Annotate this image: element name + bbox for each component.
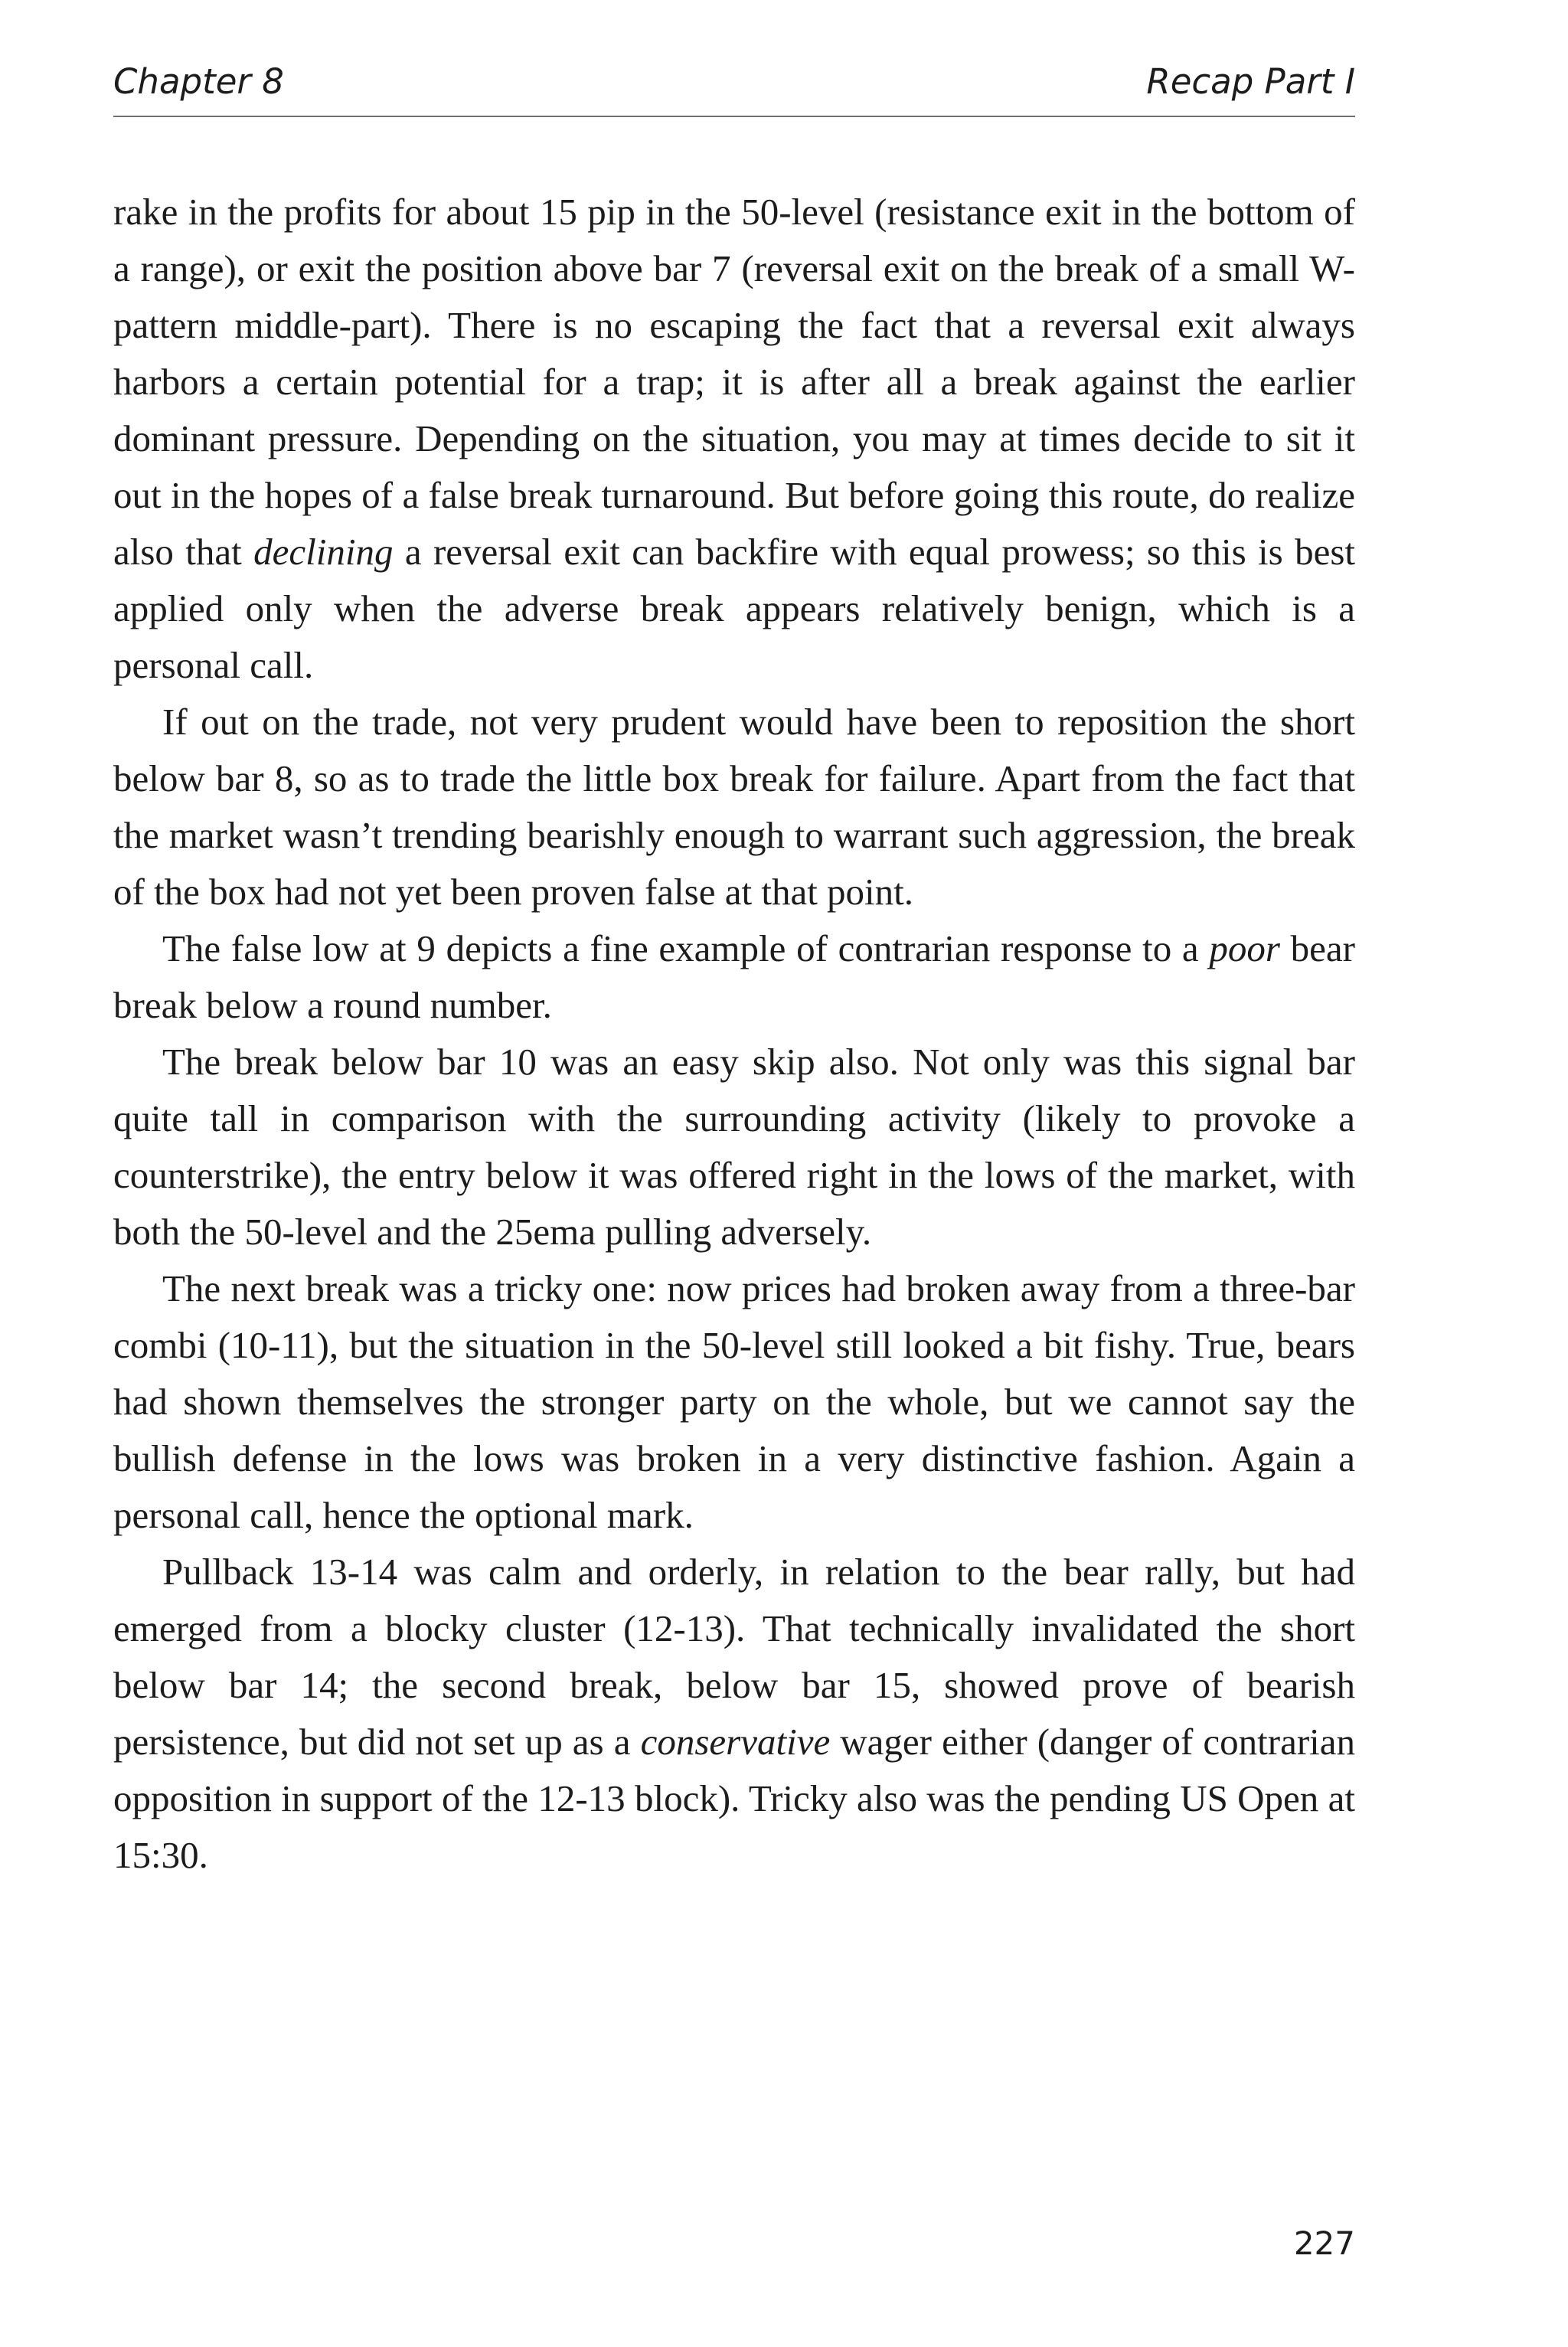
paragraph-6	[113, 1544, 1355, 1884]
text-segment: rake in the profits for about 15 pip in the 50-level (resistance exit in the bottom of a range), or exit the position above bar 7 (reversal exit on the break of a small W-pattern middle-part). There is no escaping the fact that a reversal exit always harbors a certain potential for a trap; it is after all a break against the earlier dominant pressure. Depending on the situation, you may at times decide to sit it out in the hopes of a false break turnaround. But before going this route, do realize also that	[113, 191, 1355, 573]
text-segment: Pullback 13-14 was calm and orderly, in relation to the bear rally, but had emerged from a blocky cluster (12-13). That technically invalidated the short below bar 14; the second break, below bar 15, showed prove of bearish persistence, but did not set up as a	[113, 1551, 1355, 1763]
page-number: 227	[1293, 2224, 1355, 2262]
text-segment: The false low at 9 depicts a fine example of contrarian response to a	[162, 927, 1210, 969]
emphasis-conservative: conservative	[640, 1721, 831, 1763]
text-segment: If out on the trade, not very prudent would have been to reposition the short below bar 8, so as to trade the little box break for failure. Apart from the fact that the market wasn’t trending bearishly enough to warrant such aggression, the break of the box had not yet been proven false at that point.	[113, 701, 1355, 913]
body-text	[113, 184, 1355, 1884]
text-segment: The next break was a tricky one: now prices had broken away from a three-bar combi (10-11), but the situation in the 50-level still looked a bit fishy. True, bears had shown themselves the stronger party on the whole, but we cannot say the bullish defense in the lows was broken in a very distinctive fashion. Again a personal call, hence the optional mark.	[113, 1267, 1355, 1536]
text-segment: wager either (danger of contrarian opposition in support of the 12-13 block). Tricky also was the pending US Open at 15:30.	[113, 1721, 1355, 1876]
paragraph-4	[113, 1034, 1355, 1260]
chapter-label: Chapter 8	[113, 61, 284, 102]
paragraph-3	[113, 920, 1355, 1034]
text-segment: The break below bar 10 was an easy skip also. Not only was this signal bar quite tall in comparison with the surrounding activity (likely to provoke a counterstrike), the entry below it was offered right in the lows of the market, with both the 50-level and the 25ema pulling adversely.	[113, 1041, 1355, 1253]
paragraph-1	[113, 184, 1355, 694]
running-header	[113, 55, 1355, 109]
emphasis-poor: poor	[1209, 927, 1280, 969]
section-label: Recap Part I	[1146, 61, 1355, 102]
emphasis-declining: declining	[253, 531, 394, 573]
text-segment: a reversal exit can backfire with equal prowess; so this is best applied only when the adverse break appears relatively benign, which is a personal call.	[113, 531, 1355, 686]
text-segment: bear break below a round number.	[113, 927, 1355, 1026]
paragraph-2	[113, 694, 1355, 920]
header-divider	[113, 116, 1355, 117]
paragraph-5	[113, 1260, 1355, 1544]
